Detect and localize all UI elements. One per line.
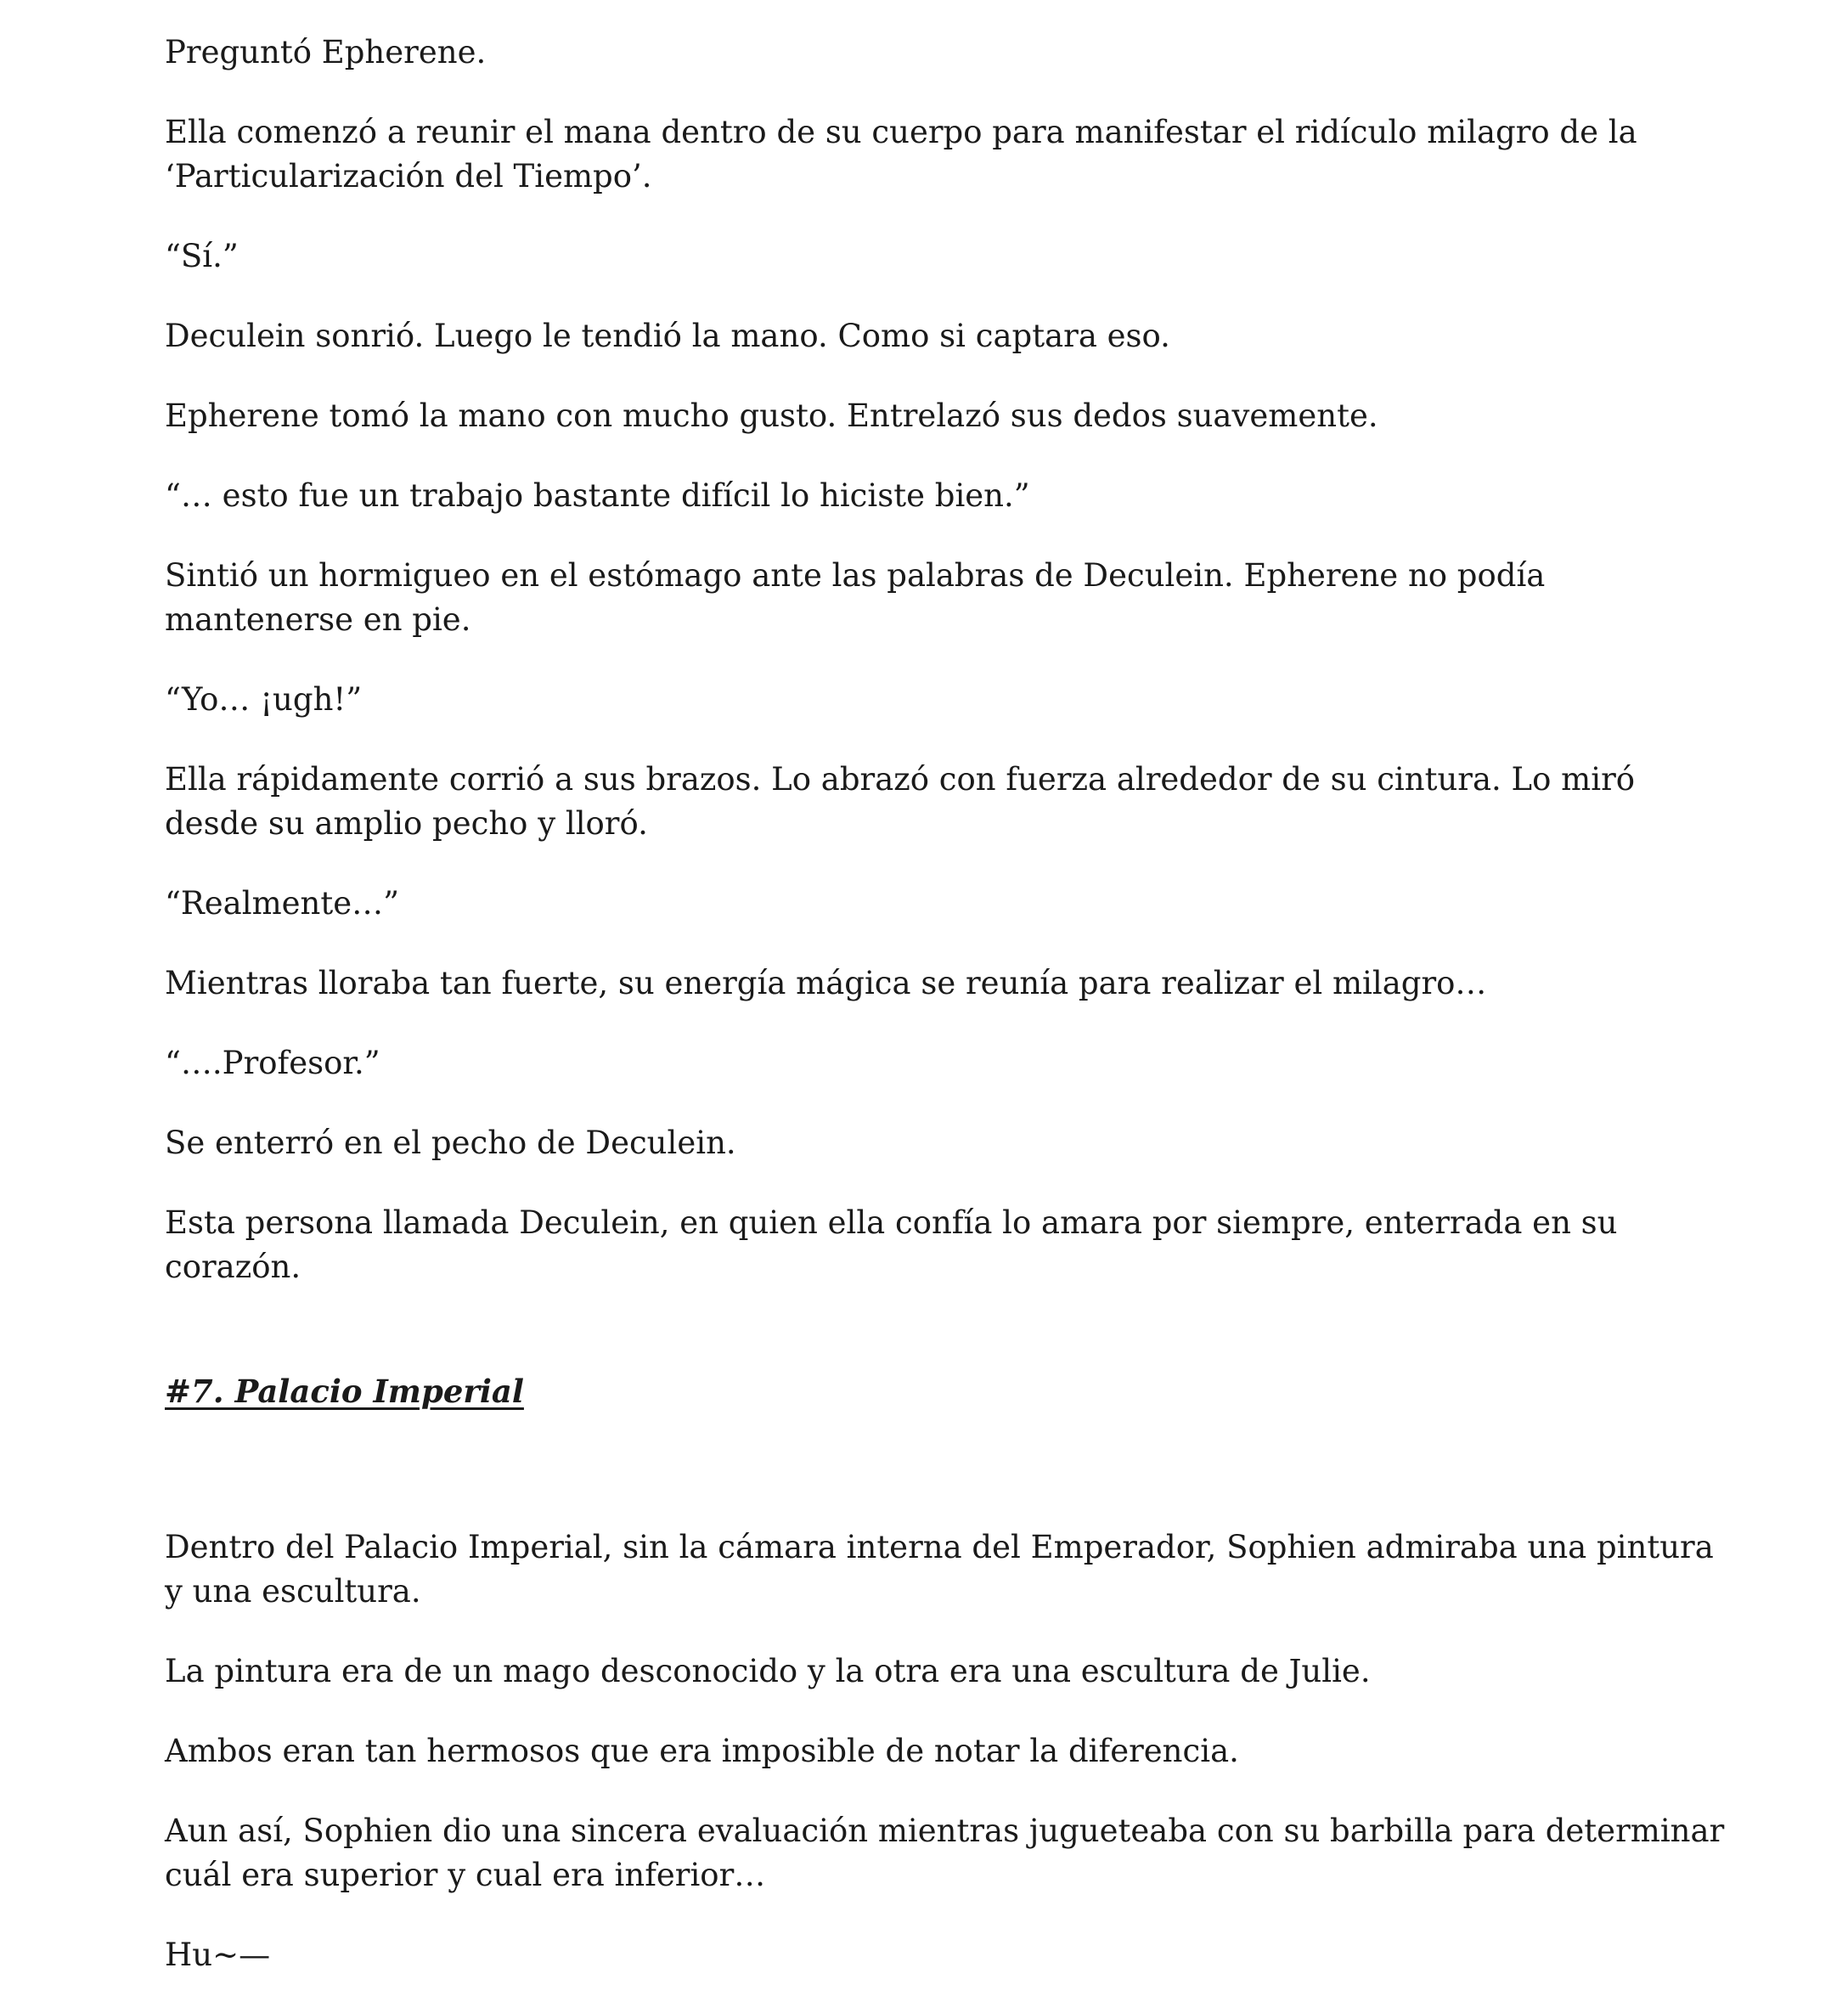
paragraph: Hu~—	[165, 1937, 271, 1973]
paragraph: Mientras lloraba tan fuerte, su energía mágica se reunía para realizar el milagro…	[165, 965, 1487, 1001]
paragraph: “Yo… ¡ugh!”	[165, 681, 363, 718]
paragraph: Ambos eran tan hermosos que era imposible de notar la diferencia.	[165, 1733, 1239, 1769]
paragraph: “….Profesor.”	[165, 1045, 380, 1081]
paragraph: La pintura era de un mago desconocido y la otra era una escultura de Julie.	[165, 1653, 1371, 1689]
paragraph: “Sí.”	[165, 238, 239, 274]
paragraph: “Realmente…”	[165, 885, 400, 922]
paragraph: Sintió un hormigueo en el estómago ante las palabras de Deculein. Epherene no podía mantenerse en pie.	[165, 557, 1546, 638]
document-page	[165, 31, 1727, 2013]
paragraph: Se enterró en el pecho de Deculein.	[165, 1125, 736, 1161]
paragraph: Preguntó Epherene.	[165, 34, 487, 70]
paragraph: Aun así, Sophien dio una sincera evaluación mientras jugueteaba con su barbilla para determinar cuál era superior y cual era inferior…	[165, 1813, 1725, 1893]
paragraph: Ella rápidamente corrió a sus brazos. Lo abrazó con fuerza alrededor de su cintura. Lo miró desde su amplio pecho y lloró.	[165, 761, 1636, 842]
paragraph: Epherene tomó la mano con mucho gusto. Entrelazó sus dedos suavemente.	[165, 398, 1378, 434]
paragraph: “… esto fue un trabajo bastante difícil lo hiciste bien.”	[165, 477, 1030, 514]
paragraph: Dentro del Palacio Imperial, sin la cámara interna del Emperador, Sophien admiraba una pintura y una escultura.	[165, 1529, 1714, 1610]
paragraph: Deculein sonrió. Luego le tendió la mano. Como si captara eso.	[165, 318, 1170, 354]
section-heading: #7. Palacio Imperial	[165, 1373, 524, 1410]
paragraph: Esta persona llamada Deculein, en quien ella confía lo amara por siempre, enterrada en su corazón.	[165, 1204, 1618, 1285]
paragraph: Ella comenzó a reunir el mana dentro de su cuerpo para manifestar el ridículo milagro de la ‘Particularización del Tiempo’.	[165, 114, 1637, 195]
